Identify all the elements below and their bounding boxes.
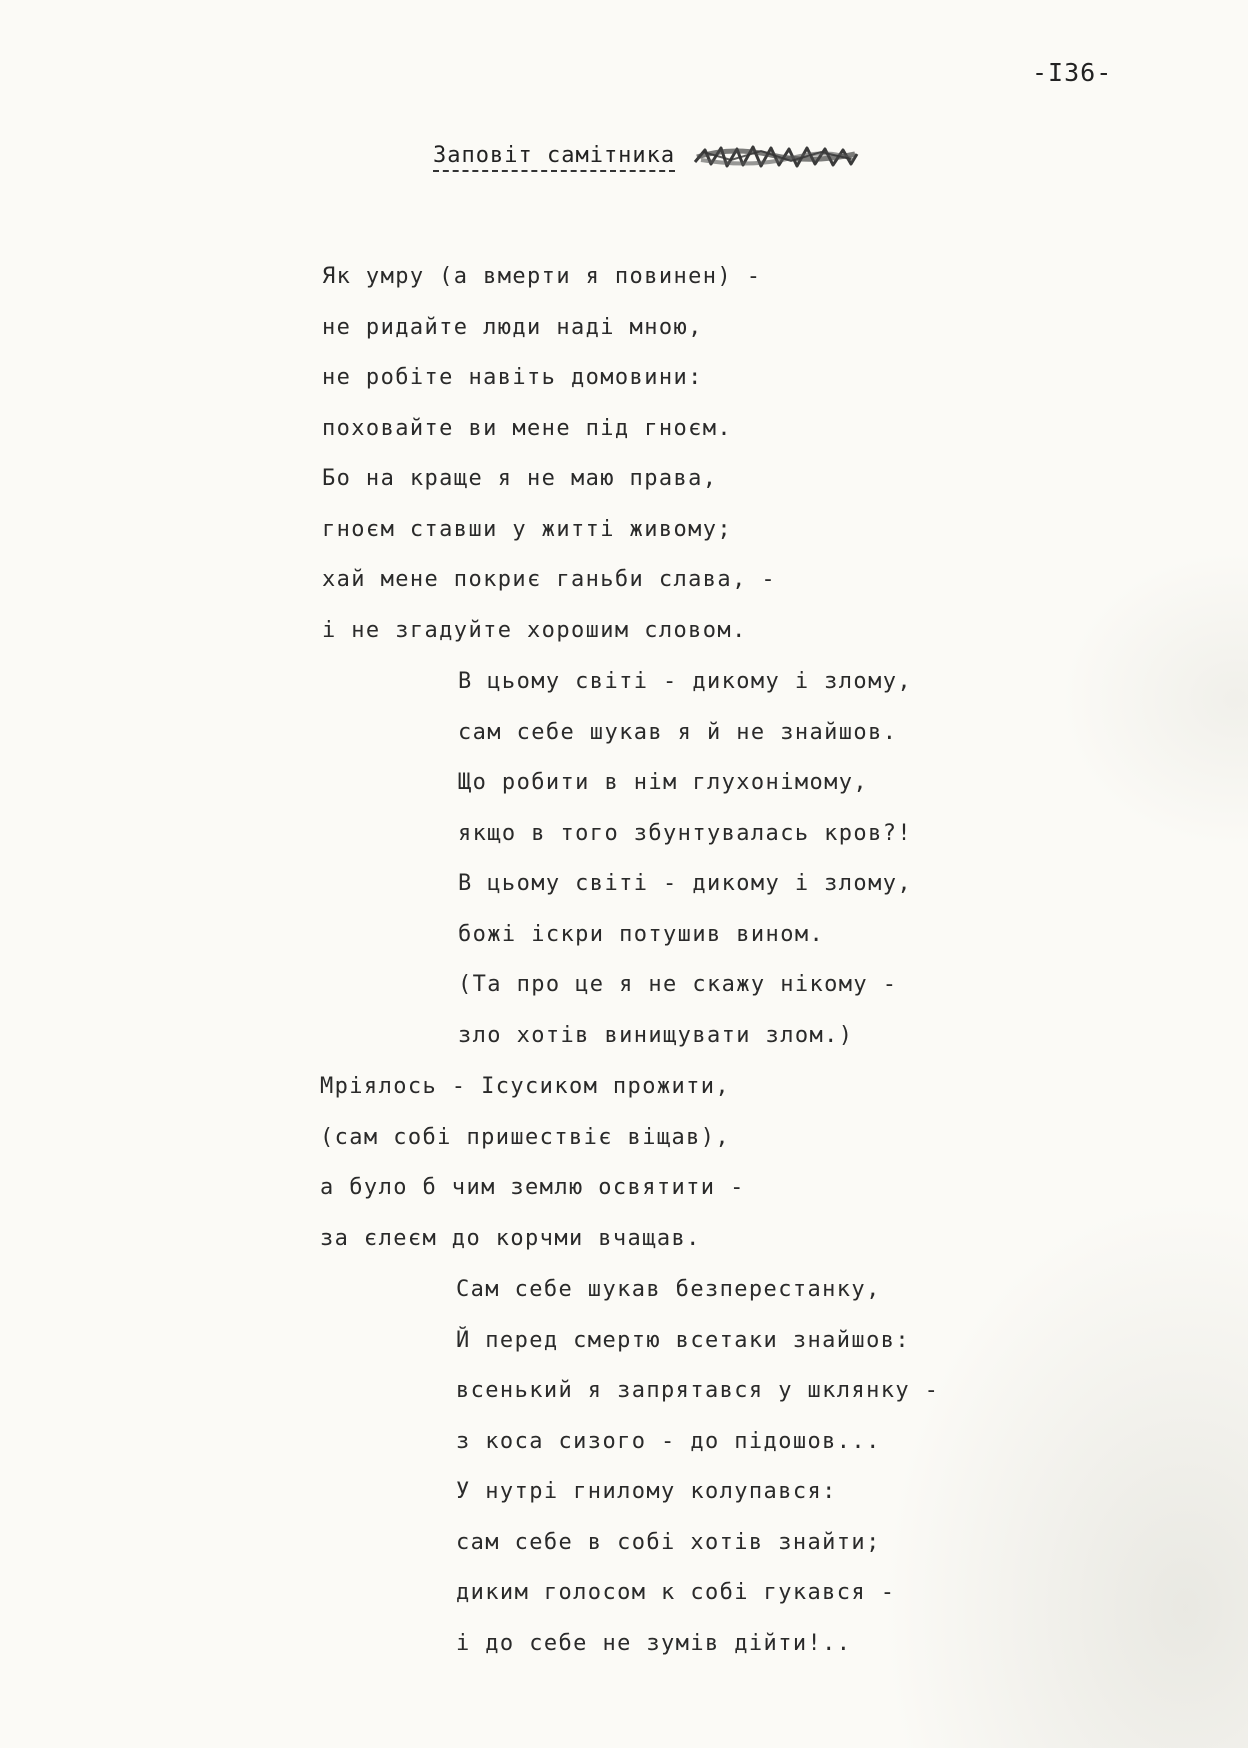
poem-line: всенький я запрятався у шклянку - bbox=[456, 1378, 940, 1403]
poem-line: (сам собі пришествіє віщав), bbox=[320, 1124, 731, 1150]
stanza-2 bbox=[458, 657, 912, 1061]
poem-title: Заповіт самітника bbox=[433, 143, 675, 172]
poem-line: з коса сизого - до підошов... bbox=[456, 1428, 881, 1454]
poem-line: не робіте навіть домовини: bbox=[322, 365, 703, 390]
poem-line: поховайте ви мене під гноєм. bbox=[322, 415, 733, 441]
poem-line: В цьому світі - дикому і злому, bbox=[458, 669, 912, 694]
poem-line: (Та про це я не скажу нікому - bbox=[458, 972, 898, 997]
poem-line: Й перед смертю всетаки знайшов: bbox=[456, 1327, 910, 1353]
poem-line: і не згадуйте хорошим словом. bbox=[322, 617, 747, 643]
poem-line: У нутрі гнилому колупався: bbox=[456, 1479, 837, 1504]
page-number: -I36- bbox=[1032, 58, 1113, 87]
poem-line: Що робити в нім глухонімому, bbox=[458, 770, 869, 795]
poem-line: Мріялось - Ісусиком прожити, bbox=[320, 1074, 731, 1099]
poem-line: Сам себе шукав безперестанку, bbox=[456, 1277, 881, 1302]
poem-line: а було б чим землю освятити - bbox=[320, 1175, 745, 1200]
poem-line: не ридайте люди наді мною, bbox=[322, 314, 703, 340]
title-block bbox=[433, 143, 861, 179]
poem-line: гноєм ставши у житті живому; bbox=[322, 516, 733, 542]
poem-line: якщо в того збунтувалась кров?! bbox=[458, 820, 912, 846]
stanza-1 bbox=[322, 252, 776, 656]
poem-line: сам себе в собі хотів знайти; bbox=[456, 1529, 881, 1555]
poem-line: сам себе шукав я й не знайшов. bbox=[458, 719, 898, 745]
poem-line: диким голосом к собі гукався - bbox=[456, 1580, 896, 1605]
poem-line: Бо на краще я не маю права, bbox=[322, 466, 718, 491]
poem-line: зло хотів винищувати злом.) bbox=[458, 1022, 854, 1048]
poem-line: В цьому світі - дикому і злому, bbox=[458, 871, 912, 896]
poem-line: хай мене покриє ганьби слава, - bbox=[322, 567, 776, 592]
poem-line: божі іскри потушив вином. bbox=[458, 921, 825, 947]
stanza-4 bbox=[456, 1265, 939, 1669]
stanza-3 bbox=[320, 1062, 745, 1264]
crossed-out-scribble bbox=[691, 140, 861, 172]
poem-line: за єлеєм до корчми вчащав. bbox=[320, 1225, 701, 1251]
poem-line: Як умру (а вмерти я повинен) - bbox=[322, 264, 762, 289]
poem-line: і до себе не зумів дійти!.. bbox=[456, 1630, 852, 1656]
